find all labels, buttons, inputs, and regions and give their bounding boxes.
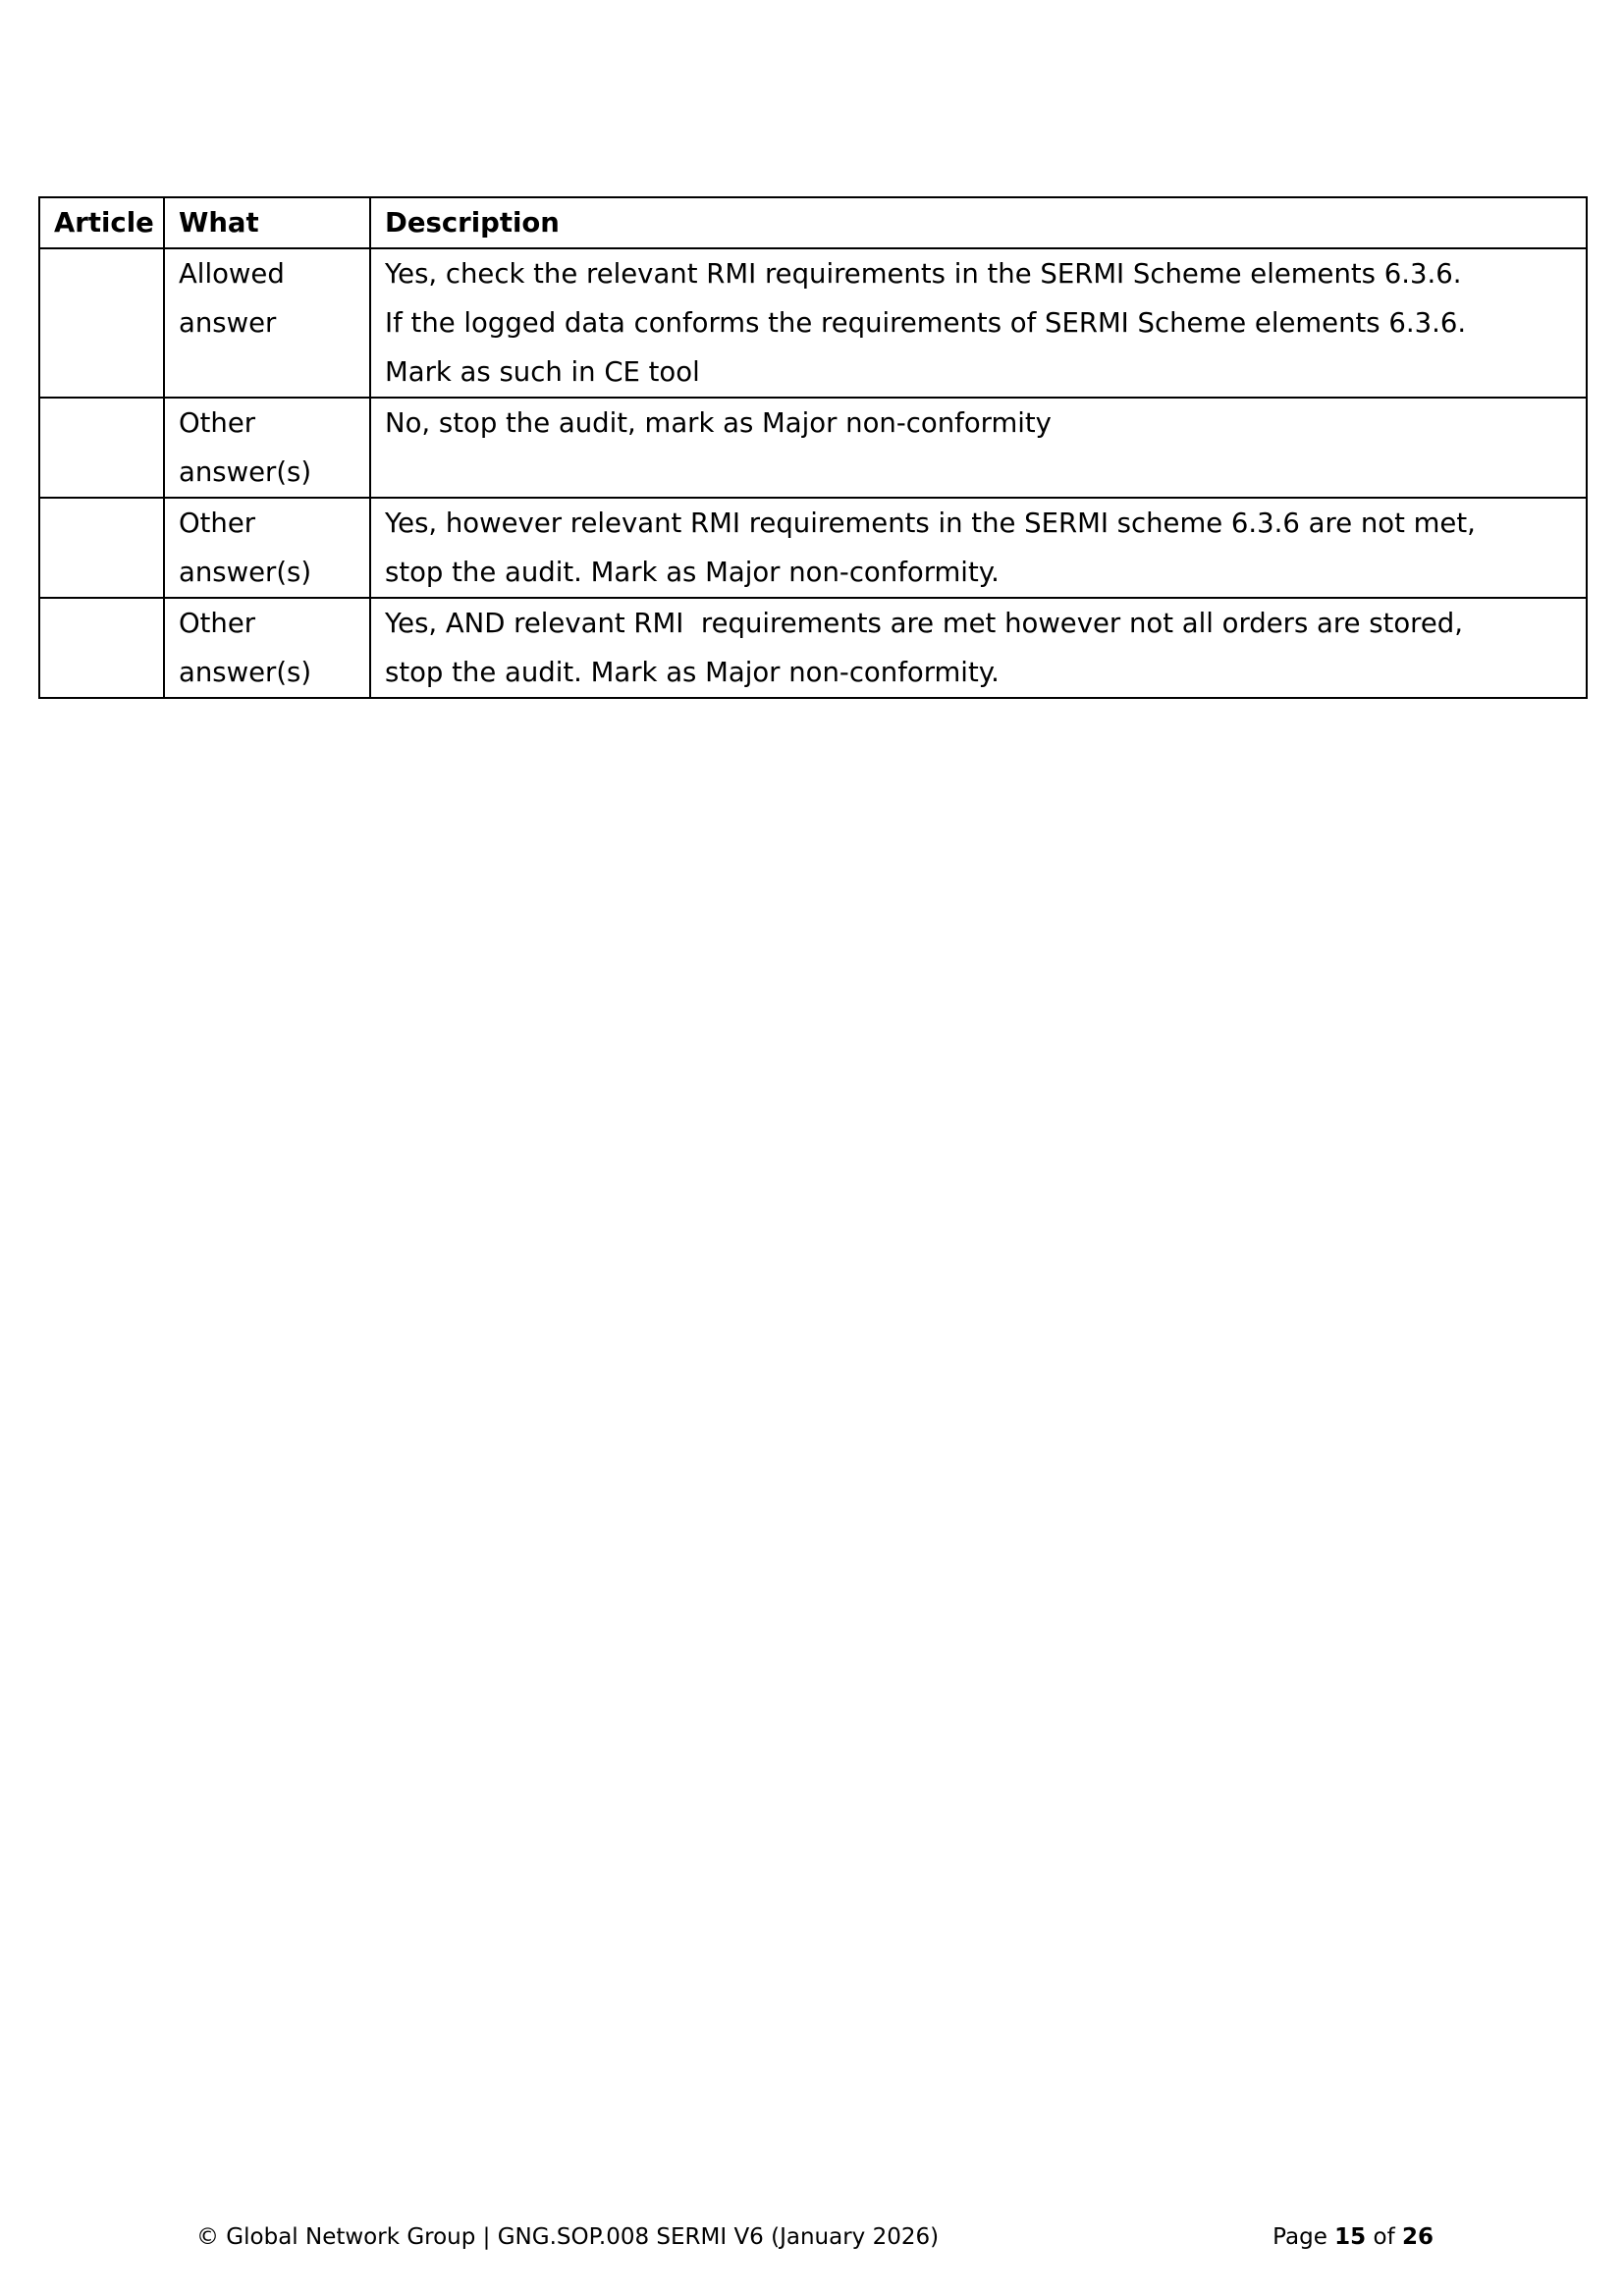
audit-criteria-table xyxy=(38,196,1588,699)
header-what: What xyxy=(164,197,370,248)
page-total: 26 xyxy=(1401,2224,1434,2250)
page-label: Page xyxy=(1272,2224,1327,2250)
cell-article xyxy=(39,598,164,698)
cell-description: Yes, check the relevant RMI requirements in the SERMI Scheme elements 6.3.6. If the logged data conforms the requirements of SERMI Scheme elements 6.3.6. Mark as such in CE tool xyxy=(370,248,1587,398)
footer-copyright: © Global Network Group | GNG.SOP.008 SERMI V6 (January 2026) xyxy=(196,2224,940,2250)
table-header-row xyxy=(39,197,1587,248)
cell-description: Yes, AND relevant RMI requirements are met however not all orders are stored, stop the audit. Mark as Major non-conformity. xyxy=(370,598,1587,698)
cell-description: No, stop the audit, mark as Major non-conformity xyxy=(370,398,1587,498)
table-row xyxy=(39,498,1587,598)
cell-what: Allowed answer xyxy=(164,248,370,398)
header-article: Article xyxy=(39,197,164,248)
cell-description: Yes, however relevant RMI requirements in the SERMI scheme 6.3.6 are not met, stop the audit. Mark as Major non-conformity. xyxy=(370,498,1587,598)
page-current: 15 xyxy=(1334,2224,1367,2250)
cell-what: Other answer(s) xyxy=(164,598,370,698)
table-row xyxy=(39,598,1587,698)
page-of: of xyxy=(1373,2224,1395,2250)
cell-what: Other answer(s) xyxy=(164,498,370,598)
table-row xyxy=(39,398,1587,498)
cell-article xyxy=(39,248,164,398)
cell-what: Other answer(s) xyxy=(164,398,370,498)
header-description: Description xyxy=(370,197,1587,248)
table-row xyxy=(39,248,1587,398)
cell-article xyxy=(39,398,164,498)
page-number xyxy=(1272,2222,1434,2252)
cell-article xyxy=(39,498,164,598)
